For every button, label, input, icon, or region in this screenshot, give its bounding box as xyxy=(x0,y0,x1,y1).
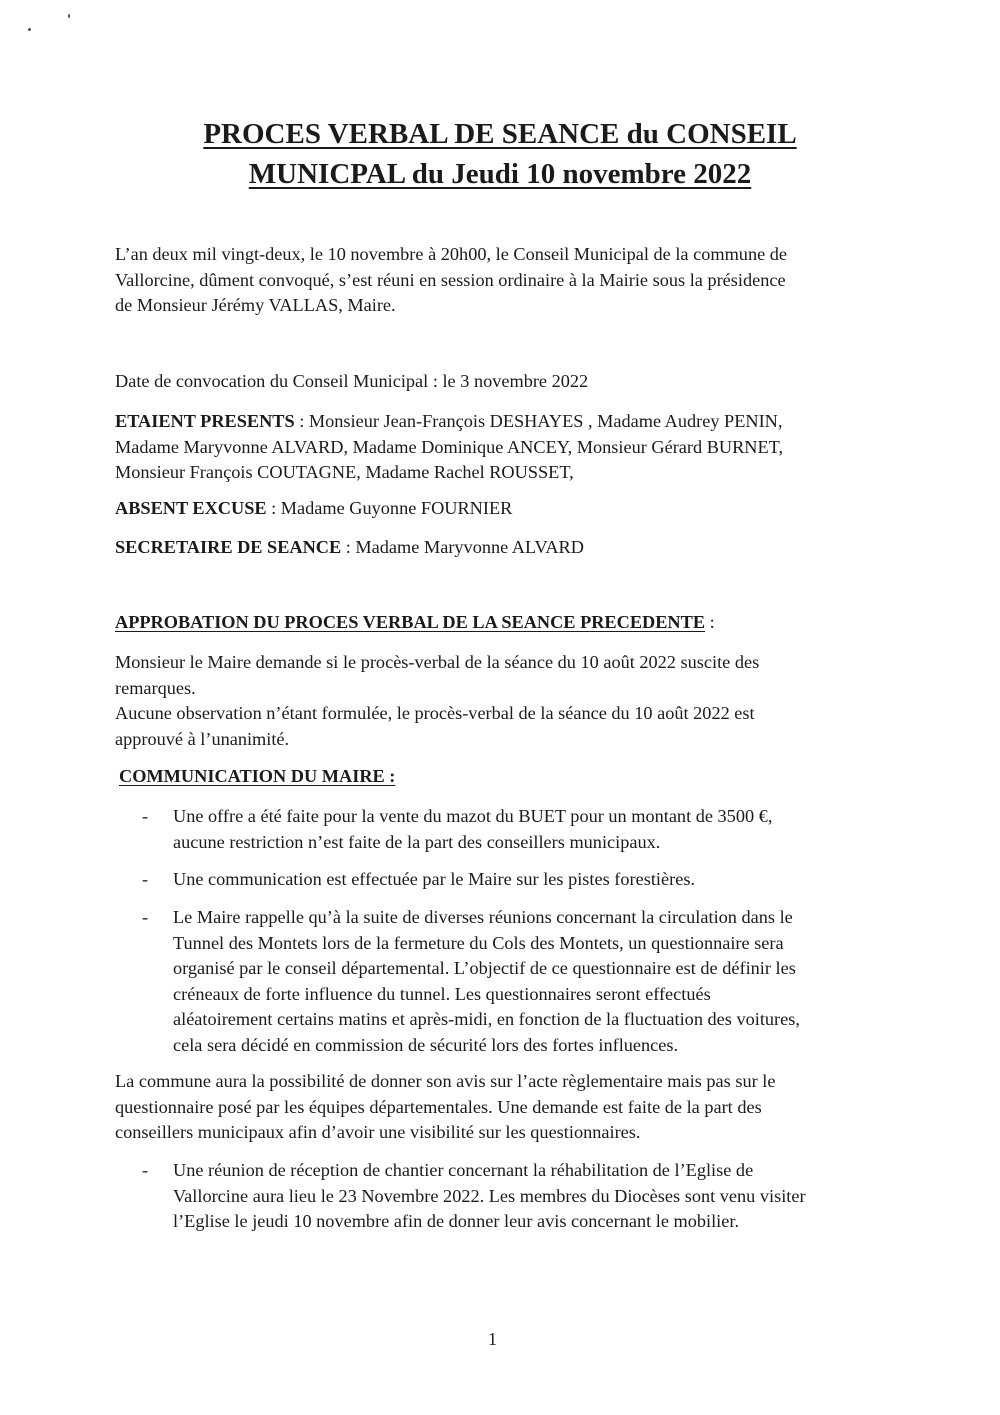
page-number: 1 xyxy=(488,1329,497,1349)
presents-line: : Monsieur Jean-François DESHAYES , Madame Audrey PENIN, xyxy=(294,411,783,431)
presents-line: Madame Maryvonne ALVARD, Madame Dominique ANCEY, Monsieur Gérard BURNET, xyxy=(115,436,784,457)
bullet-line: Une offre a été faite pour la vente du mazot du BUET pour un montant de 3500 €, xyxy=(173,806,773,826)
intro-line: Vallorcine, dûment convoqué, s’est réuni en session ordinaire à la Mairie sous la présidence xyxy=(115,269,786,290)
approbation-line: remarques. xyxy=(115,677,196,698)
presents-section xyxy=(115,409,850,486)
bullet-line: organisé par le conseil départemental. L’objectif de ce questionnaire est de définir les xyxy=(173,958,796,978)
scan-speck xyxy=(68,14,70,18)
communication-heading xyxy=(119,764,854,790)
bullet-line: aucune restriction n’est faite de la part des conseillers municipaux. xyxy=(173,831,661,852)
communication-paragraph-line: questionnaire posé par les équipes départementales. Une demande est faite de la part des xyxy=(115,1096,762,1117)
communication-paragraph-line: conseillers municipaux afin d’avoir une visibilité sur les questionnaires. xyxy=(115,1122,641,1142)
intro-paragraph xyxy=(115,242,850,319)
bullet-line: cela sera décidé en commission de sécurité lors des fortes influences. xyxy=(173,1034,679,1055)
absent-section xyxy=(115,496,850,522)
absent-label: ABSENT EXCUSE xyxy=(115,498,267,518)
bullet-line: Une communication est effectuée par le Maire sur les pistes forestières. xyxy=(173,869,696,889)
intro-line: de Monsieur Jérémy VALLAS, Maire. xyxy=(115,295,396,315)
approbation-heading-text: APPROBATION DU PROCES VERBAL DE LA SEANCE PRECEDENTE xyxy=(115,612,706,632)
approbation-line: approuvé à l’unanimité. xyxy=(115,728,290,749)
bullet-line: Une réunion de réception de chantier concernant la réhabilitation de l’Eglise de xyxy=(173,1160,754,1180)
document-title xyxy=(100,114,900,194)
secretaire-text: : Madame Maryvonne ALVARD xyxy=(341,537,584,557)
approbation-heading xyxy=(115,610,850,636)
intro-line: L’an deux mil vingt-deux, le 10 novembre à 20h00, le Conseil Municipal de la commune de xyxy=(115,244,788,264)
secretaire-section xyxy=(115,535,850,561)
absent-text: : Madame Guyonne FOURNIER xyxy=(266,498,513,518)
communication-heading-text: COMMUNICATION DU MAIRE : xyxy=(119,766,396,786)
bullet-dash: - xyxy=(142,806,149,826)
convocation-date: Date de convocation du Conseil Municipal : le 3 novembre 2022 xyxy=(115,371,589,391)
title-line-1: PROCES VERBAL DE SEANCE du CONSEIL xyxy=(203,118,797,150)
approbation-paragraph xyxy=(115,650,850,752)
presents-line: Monsieur François COUTAGNE, Madame Rachel ROUSSET, xyxy=(115,462,574,482)
bullet-line: aléatoirement certains matins et après-midi, en fonction de la fluctuation des voitures, xyxy=(173,1009,800,1029)
bullet-dash: - xyxy=(142,907,149,927)
approbation-heading-suffix: : xyxy=(705,612,715,632)
bullet-dash: - xyxy=(142,869,149,889)
presents-label: ETAIENT PRESENTS xyxy=(115,411,295,431)
approbation-line: Aucune observation n’étant formulée, le procès-verbal de la séance du 10 août 2022 est xyxy=(115,703,755,723)
bullet-line: créneaux de forte influence du tunnel. Les questionnaires seront effectués xyxy=(173,983,711,1004)
bullet-dash: - xyxy=(142,1160,149,1180)
approbation-line: Monsieur le Maire demande si le procès-verbal de la séance du 10 août 2022 suscite des xyxy=(115,652,760,672)
bullet-line: Vallorcine aura lieu le 23 Novembre 2022. Les membres du Diocèses sont venu visiter xyxy=(173,1185,806,1206)
bullet-line: Tunnel des Montets lors de la fermeture du Cols des Montets, un questionnaire sera xyxy=(173,932,784,953)
scan-speck xyxy=(28,28,31,31)
communication-paragraph-line: La commune aura la possibilité de donner son avis sur l’acte règlementaire mais pas sur le xyxy=(115,1071,776,1091)
title-line-2: MUNICPAL du Jeudi 10 novembre 2022 xyxy=(248,158,752,190)
bullet-line: l’Eglise le jeudi 10 novembre afin de donner leur avis concernant le mobilier. xyxy=(173,1211,740,1231)
communication-paragraph xyxy=(115,1069,850,1146)
secretaire-label: SECRETAIRE DE SEANCE xyxy=(115,537,342,557)
bullet-line: Le Maire rappelle qu’à la suite de diverses réunions concernant la circulation dans le xyxy=(173,907,793,927)
